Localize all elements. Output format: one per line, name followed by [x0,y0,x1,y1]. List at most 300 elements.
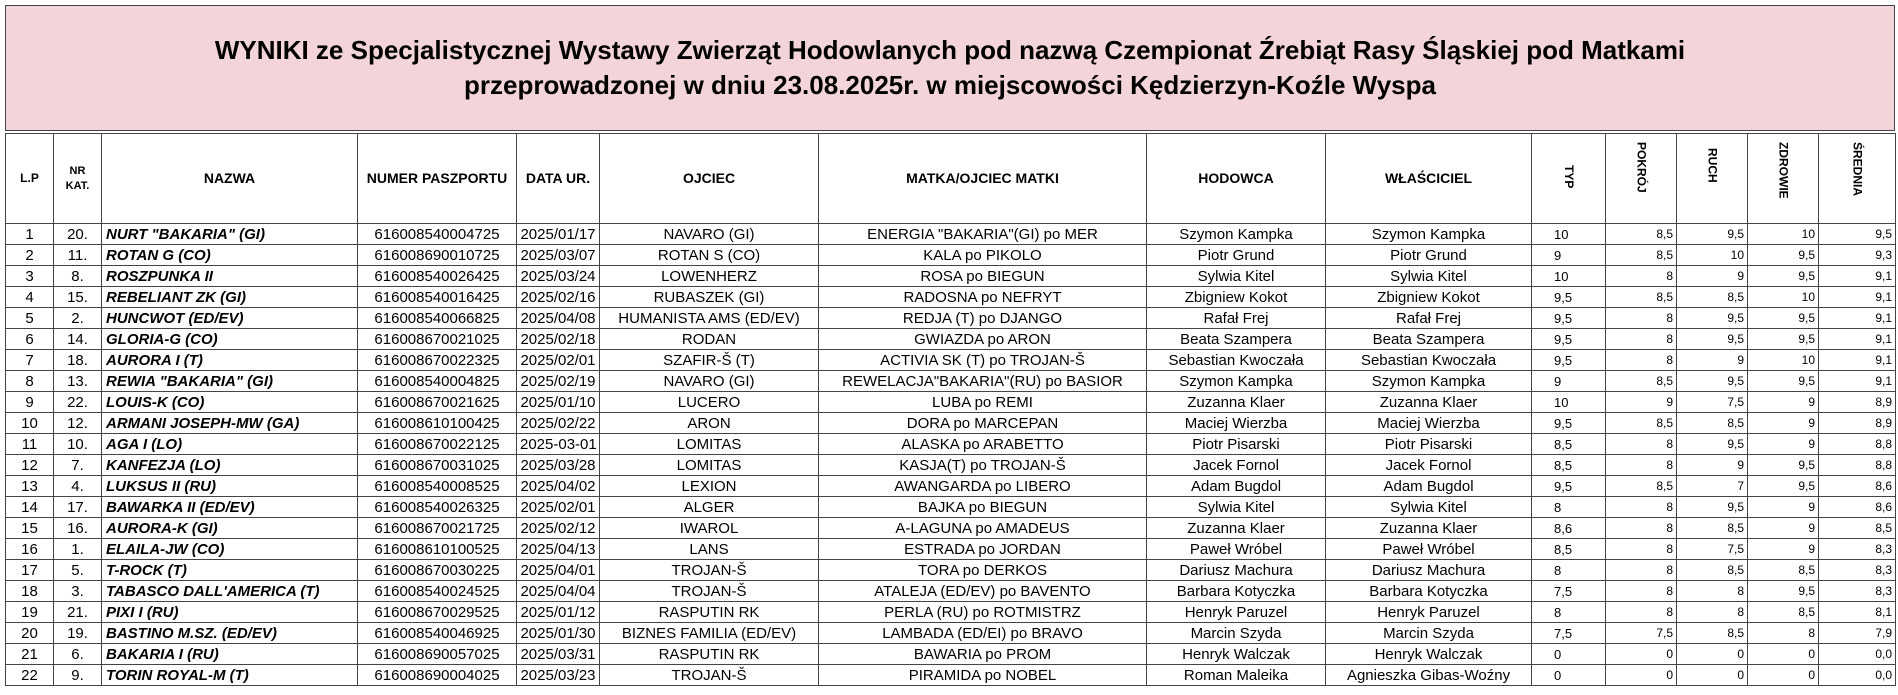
cell-ojciec: LOWENHERZ [600,266,819,287]
cell-ruch: 9,5 [1677,308,1748,329]
cell-matka: REDJA (T) po DJANGO [819,308,1147,329]
cell-pokroj: 8 [1606,518,1677,539]
cell-typ: 0 [1532,644,1606,665]
cell-data: 2025/03/07 [517,245,600,266]
cell-typ: 9,5 [1532,287,1606,308]
cell-paszport: 616008670022325 [358,350,517,371]
cell-wlasciciel: Szymon Kampka [1326,224,1532,245]
cell-matka: KASJA(T) po TROJAN-Š [819,455,1147,476]
header-pokroj-label: POKRÓJ [1634,142,1649,193]
cell-pokroj: 8,5 [1606,287,1677,308]
cell-kat: 6. [54,644,102,665]
cell-ojciec: BIZNES FAMILIA (ED/EV) [600,623,819,644]
cell-pokroj: 8,5 [1606,224,1677,245]
header-hodowca: HODOWCA [1147,134,1326,224]
cell-typ: 0 [1532,665,1606,686]
table-row [6,497,1896,518]
cell-pokroj: 7,5 [1606,623,1677,644]
cell-matka: REWELACJA"BAKARIA"(RU) po BASIOR [819,371,1147,392]
cell-typ: 9,5 [1532,476,1606,497]
cell-pokroj: 8 [1606,308,1677,329]
cell-matka: A-LAGUNA po AMADEUS [819,518,1147,539]
cell-ojciec: HUMANISTA AMS (ED/EV) [600,308,819,329]
cell-hodowca: Maciej Wierzba [1147,413,1326,434]
header-kat: NR KAT. [54,134,102,224]
cell-typ: 8,5 [1532,539,1606,560]
cell-srednia: 8,9 [1819,413,1896,434]
cell-matka: GWIAZDA po ARON [819,329,1147,350]
cell-ojciec: IWAROL [600,518,819,539]
cell-zdrowie: 8,5 [1748,602,1819,623]
cell-hodowca: Beata Szampera [1147,329,1326,350]
cell-ruch: 9 [1677,266,1748,287]
cell-hodowca: Adam Bugdol [1147,476,1326,497]
cell-hodowca: Rafał Frej [1147,308,1326,329]
cell-kat: 17. [54,497,102,518]
cell-wlasciciel: Dariusz Machura [1326,560,1532,581]
cell-nazwa: AURORA I (T) [102,350,358,371]
cell-data: 2025/02/22 [517,413,600,434]
cell-hodowca: Dariusz Machura [1147,560,1326,581]
cell-wlasciciel: Piotr Grund [1326,245,1532,266]
table-row [6,455,1896,476]
cell-hodowca: Sylwia Kitel [1147,266,1326,287]
table-row [6,329,1896,350]
cell-lp: 2 [6,245,54,266]
cell-ojciec: NAVARO (GI) [600,224,819,245]
cell-paszport: 616008670021025 [358,329,517,350]
cell-ojciec: RASPUTIN RK [600,644,819,665]
cell-paszport: 616008540046925 [358,623,517,644]
cell-pokroj: 0 [1606,644,1677,665]
cell-ojciec: ALGER [600,497,819,518]
cell-kat: 1. [54,539,102,560]
cell-srednia: 0,0 [1819,644,1896,665]
cell-srednia: 9,1 [1819,266,1896,287]
cell-matka: ACTIVIA SK (T) po TROJAN-Š [819,350,1147,371]
cell-wlasciciel: Piotr Pisarski [1326,434,1532,455]
cell-lp: 7 [6,350,54,371]
cell-ojciec: SZAFIR-Š (T) [600,350,819,371]
cell-ruch: 8,5 [1677,560,1748,581]
cell-paszport: 616008540026325 [358,497,517,518]
cell-paszport: 616008670029525 [358,602,517,623]
cell-data: 2025/01/12 [517,602,600,623]
cell-ojciec: RODAN [600,329,819,350]
cell-kat: 19. [54,623,102,644]
cell-pokroj: 8 [1606,350,1677,371]
cell-pokroj: 8 [1606,434,1677,455]
cell-ruch: 9,5 [1677,224,1748,245]
cell-srednia: 9,1 [1819,308,1896,329]
cell-nazwa: TORIN ROYAL-M (T) [102,665,358,686]
cell-pokroj: 8 [1606,560,1677,581]
cell-matka: RADOSNA po NEFRYT [819,287,1147,308]
table-row [6,602,1896,623]
cell-srednia: 8,8 [1819,455,1896,476]
cell-hodowca: Zuzanna Klaer [1147,392,1326,413]
cell-ojciec: ARON [600,413,819,434]
cell-data: 2025/04/02 [517,476,600,497]
cell-typ: 8,6 [1532,518,1606,539]
header-ruch [1677,134,1748,224]
cell-kat: 18. [54,350,102,371]
cell-kat: 14. [54,329,102,350]
cell-matka: ROSA po BIEGUN [819,266,1147,287]
cell-ruch: 8,5 [1677,518,1748,539]
cell-wlasciciel: Henryk Paruzel [1326,602,1532,623]
cell-typ: 10 [1532,224,1606,245]
cell-lp: 21 [6,644,54,665]
cell-nazwa: LUKSUS II (RU) [102,476,358,497]
cell-wlasciciel: Barbara Kotyczka [1326,581,1532,602]
cell-data: 2025/03/28 [517,455,600,476]
cell-srednia: 9,1 [1819,329,1896,350]
header-zdrowie-label: ZDROWIE [1776,142,1791,199]
cell-matka: KALA po PIKOLO [819,245,1147,266]
cell-wlasciciel: Sylwia Kitel [1326,497,1532,518]
cell-matka: ENERGIA "BAKARIA"(GI) po MER [819,224,1147,245]
cell-srednia: 8,9 [1819,392,1896,413]
table-row [6,224,1896,245]
cell-paszport: 616008540004725 [358,224,517,245]
table-row [6,245,1896,266]
header-srednia [1819,134,1896,224]
cell-pokroj: 8 [1606,497,1677,518]
cell-lp: 1 [6,224,54,245]
cell-matka: AWANGARDA po LIBERO [819,476,1147,497]
header-pokroj [1606,134,1677,224]
cell-srednia: 8,1 [1819,602,1896,623]
title-box [5,5,1895,131]
cell-nazwa: AGA I (LO) [102,434,358,455]
table-row [6,644,1896,665]
cell-nazwa: GLORIA-G (CO) [102,329,358,350]
cell-pokroj: 8,5 [1606,413,1677,434]
cell-srednia: 9,1 [1819,350,1896,371]
cell-ruch: 0 [1677,644,1748,665]
cell-data: 2025/03/24 [517,266,600,287]
cell-zdrowie: 9,5 [1748,476,1819,497]
header-paszport: NUMER PASZPORTU [358,134,517,224]
cell-kat: 3. [54,581,102,602]
cell-zdrowie: 0 [1748,665,1819,686]
header-data: DATA UR. [517,134,600,224]
cell-paszport: 616008540008525 [358,476,517,497]
cell-pokroj: 8 [1606,455,1677,476]
cell-paszport: 616008610100525 [358,539,517,560]
cell-typ: 8,5 [1532,455,1606,476]
cell-srednia: 0,0 [1819,665,1896,686]
table-row [6,560,1896,581]
cell-nazwa: ROSZPUNKA II [102,266,358,287]
header-srednia-label: ŚREDNIA [1850,142,1865,197]
cell-matka: ATALEJA (ED/EV) po BAVENTO [819,581,1147,602]
cell-hodowca: Sylwia Kitel [1147,497,1326,518]
cell-paszport: 616008670021625 [358,392,517,413]
cell-ruch: 8,5 [1677,623,1748,644]
cell-kat: 16. [54,518,102,539]
cell-wlasciciel: Marcin Szyda [1326,623,1532,644]
header-row [6,134,1896,224]
table-row [6,539,1896,560]
results-table [5,133,1896,686]
cell-data: 2025/04/01 [517,560,600,581]
header-ruch-label: RUCH [1705,148,1720,183]
cell-ruch: 0 [1677,665,1748,686]
cell-kat: 13. [54,371,102,392]
cell-lp: 11 [6,434,54,455]
cell-zdrowie: 8,5 [1748,560,1819,581]
cell-nazwa: AURORA-K (GI) [102,518,358,539]
cell-lp: 4 [6,287,54,308]
cell-matka: LAMBADA (ED/EI) po BRAVO [819,623,1147,644]
cell-lp: 9 [6,392,54,413]
cell-typ: 8 [1532,560,1606,581]
cell-wlasciciel: Sebastian Kwoczała [1326,350,1532,371]
cell-lp: 16 [6,539,54,560]
cell-kat: 9. [54,665,102,686]
cell-lp: 20 [6,623,54,644]
cell-nazwa: TABASCO DALL'AMERICA (T) [102,581,358,602]
cell-data: 2025/03/31 [517,644,600,665]
cell-hodowca: Zuzanna Klaer [1147,518,1326,539]
cell-lp: 18 [6,581,54,602]
cell-data: 2025/02/01 [517,497,600,518]
cell-data: 2025/01/10 [517,392,600,413]
cell-lp: 12 [6,455,54,476]
cell-hodowca: Paweł Wróbel [1147,539,1326,560]
cell-zdrowie: 9 [1748,434,1819,455]
table-row [6,413,1896,434]
cell-ojciec: TROJAN-Š [600,560,819,581]
cell-ruch: 9 [1677,455,1748,476]
cell-wlasciciel: Paweł Wróbel [1326,539,1532,560]
cell-nazwa: BASTINO M.SZ. (ED/EV) [102,623,358,644]
cell-ojciec: RUBASZEK (GI) [600,287,819,308]
cell-wlasciciel: Beata Szampera [1326,329,1532,350]
cell-hodowca: Szymon Kampka [1147,224,1326,245]
cell-typ: 9,5 [1532,350,1606,371]
cell-pokroj: 8 [1606,329,1677,350]
table-row [6,518,1896,539]
cell-data: 2025/01/17 [517,224,600,245]
cell-data: 2025/02/01 [517,350,600,371]
cell-srednia: 8,6 [1819,476,1896,497]
cell-srednia: 9,3 [1819,245,1896,266]
title-line-2: przeprowadzonej w dniu 23.08.2025r. w miejscowości Kędzierzyn-Koźle Wyspa [464,70,1436,100]
cell-pokroj: 8 [1606,602,1677,623]
header-lp: L.P [6,134,54,224]
cell-srednia: 8,6 [1819,497,1896,518]
cell-lp: 8 [6,371,54,392]
cell-ruch: 9,5 [1677,497,1748,518]
cell-zdrowie: 9 [1748,497,1819,518]
cell-nazwa: ARMANI JOSEPH-MW (GA) [102,413,358,434]
cell-paszport: 616008540026425 [358,266,517,287]
table-row [6,434,1896,455]
cell-zdrowie: 0 [1748,644,1819,665]
cell-zdrowie: 9,5 [1748,581,1819,602]
cell-zdrowie: 9 [1748,539,1819,560]
cell-srednia: 8,5 [1819,518,1896,539]
cell-zdrowie: 9,5 [1748,266,1819,287]
cell-srednia: 8,8 [1819,434,1896,455]
cell-hodowca: Marcin Szyda [1147,623,1326,644]
cell-matka: BAJKA po BIEGUN [819,497,1147,518]
cell-nazwa: ROTAN G (CO) [102,245,358,266]
header-matka: MATKA/OJCIEC MATKI [819,134,1147,224]
cell-ruch: 9,5 [1677,329,1748,350]
cell-ojciec: NAVARO (GI) [600,371,819,392]
cell-typ: 7,5 [1532,581,1606,602]
cell-nazwa: REBELIANT ZK (GI) [102,287,358,308]
cell-nazwa: REWIA "BAKARIA" (GI) [102,371,358,392]
cell-paszport: 616008670030225 [358,560,517,581]
title-line-1: WYNIKI ze Specjalistycznej Wystawy Zwierząt Hodowlanych pod nazwą Czempionat Źrebiąt Rasy Śląskiej pod Matkami [214,35,1686,65]
cell-kat: 11. [54,245,102,266]
cell-kat: 20. [54,224,102,245]
header-zdrowie [1748,134,1819,224]
cell-zdrowie: 9 [1748,518,1819,539]
cell-ruch: 8 [1677,602,1748,623]
cell-srednia: 9,5 [1819,224,1896,245]
cell-zdrowie: 9,5 [1748,371,1819,392]
cell-wlasciciel: Zuzanna Klaer [1326,518,1532,539]
cell-ruch: 8,5 [1677,287,1748,308]
cell-lp: 15 [6,518,54,539]
cell-wlasciciel: Sylwia Kitel [1326,266,1532,287]
cell-wlasciciel: Zbigniew Kokot [1326,287,1532,308]
cell-ruch: 9,5 [1677,434,1748,455]
cell-zdrowie: 9 [1748,392,1819,413]
cell-paszport: 616008670022125 [358,434,517,455]
cell-data: 2025/04/08 [517,308,600,329]
cell-srednia: 8,3 [1819,539,1896,560]
cell-ojciec: LEXION [600,476,819,497]
cell-kat: 5. [54,560,102,581]
cell-typ: 7,5 [1532,623,1606,644]
cell-wlasciciel: Adam Bugdol [1326,476,1532,497]
cell-paszport: 616008690057025 [358,644,517,665]
cell-matka: TORA po DERKOS [819,560,1147,581]
cell-ruch: 10 [1677,245,1748,266]
header-wlasciciel: WŁAŚCICIEL [1326,134,1532,224]
cell-kat: 21. [54,602,102,623]
cell-nazwa: ELAILA-JW (CO) [102,539,358,560]
cell-hodowca: Zbigniew Kokot [1147,287,1326,308]
cell-kat: 4. [54,476,102,497]
cell-ojciec: TROJAN-Š [600,665,819,686]
table-row [6,308,1896,329]
cell-hodowca: Piotr Grund [1147,245,1326,266]
table-row [6,350,1896,371]
cell-kat: 12. [54,413,102,434]
cell-matka: ALASKA po ARABETTO [819,434,1147,455]
cell-ojciec: ROTAN S (CO) [600,245,819,266]
cell-typ: 9 [1532,245,1606,266]
results-sheet [5,5,1895,686]
cell-typ: 8,5 [1532,434,1606,455]
cell-ojciec: LOMITAS [600,455,819,476]
cell-pokroj: 8 [1606,539,1677,560]
cell-data: 2025/02/19 [517,371,600,392]
cell-paszport: 616008610100425 [358,413,517,434]
cell-nazwa: BAKARIA I (RU) [102,644,358,665]
cell-data: 2025/02/18 [517,329,600,350]
cell-nazwa: LOUIS-K (CO) [102,392,358,413]
cell-data: 2025/04/13 [517,539,600,560]
cell-ojciec: LOMITAS [600,434,819,455]
cell-lp: 10 [6,413,54,434]
cell-typ: 8 [1532,497,1606,518]
cell-hodowca: Barbara Kotyczka [1147,581,1326,602]
cell-srednia: 8,3 [1819,560,1896,581]
cell-wlasciciel: Henryk Walczak [1326,644,1532,665]
cell-zdrowie: 8 [1748,623,1819,644]
cell-ojciec: LUCERO [600,392,819,413]
cell-matka: PIRAMIDA po NOBEL [819,665,1147,686]
cell-kat: 15. [54,287,102,308]
cell-nazwa: KANFEZJA (LO) [102,455,358,476]
cell-typ: 9,5 [1532,329,1606,350]
header-typ [1532,134,1606,224]
cell-wlasciciel: Jacek Fornol [1326,455,1532,476]
cell-data: 2025/02/16 [517,287,600,308]
cell-zdrowie: 10 [1748,224,1819,245]
cell-ruch: 9,5 [1677,371,1748,392]
cell-wlasciciel: Maciej Wierzba [1326,413,1532,434]
cell-hodowca: Szymon Kampka [1147,371,1326,392]
cell-typ: 9,5 [1532,413,1606,434]
cell-ruch: 7 [1677,476,1748,497]
cell-pokroj: 8 [1606,266,1677,287]
cell-paszport: 616008670031025 [358,455,517,476]
cell-typ: 9 [1532,371,1606,392]
cell-nazwa: HUNCWOT (ED/EV) [102,308,358,329]
cell-data: 2025/03/23 [517,665,600,686]
cell-matka: LUBA po REMI [819,392,1147,413]
cell-data: 2025/01/30 [517,623,600,644]
cell-kat: 10. [54,434,102,455]
cell-data: 2025/04/04 [517,581,600,602]
cell-pokroj: 9 [1606,392,1677,413]
table-row [6,371,1896,392]
cell-matka: PERLA (RU) po ROTMISTRZ [819,602,1147,623]
cell-kat: 8. [54,266,102,287]
cell-srednia: 7,9 [1819,623,1896,644]
cell-hodowca: Sebastian Kwoczała [1147,350,1326,371]
cell-wlasciciel: Rafał Frej [1326,308,1532,329]
cell-nazwa: NURT "BAKARIA" (GI) [102,224,358,245]
cell-pokroj: 8 [1606,581,1677,602]
table-row [6,476,1896,497]
cell-zdrowie: 9,5 [1748,245,1819,266]
cell-zdrowie: 9 [1748,413,1819,434]
cell-zdrowie: 9,5 [1748,329,1819,350]
cell-ruch: 7,5 [1677,539,1748,560]
cell-hodowca: Henryk Walczak [1147,644,1326,665]
cell-lp: 5 [6,308,54,329]
cell-lp: 14 [6,497,54,518]
cell-wlasciciel: Agnieszka Gibas-Woźny [1326,665,1532,686]
cell-typ: 8 [1532,602,1606,623]
cell-typ: 9,5 [1532,308,1606,329]
cell-kat: 2. [54,308,102,329]
cell-hodowca: Roman Maleika [1147,665,1326,686]
cell-ruch: 8 [1677,581,1748,602]
cell-zdrowie: 10 [1748,287,1819,308]
